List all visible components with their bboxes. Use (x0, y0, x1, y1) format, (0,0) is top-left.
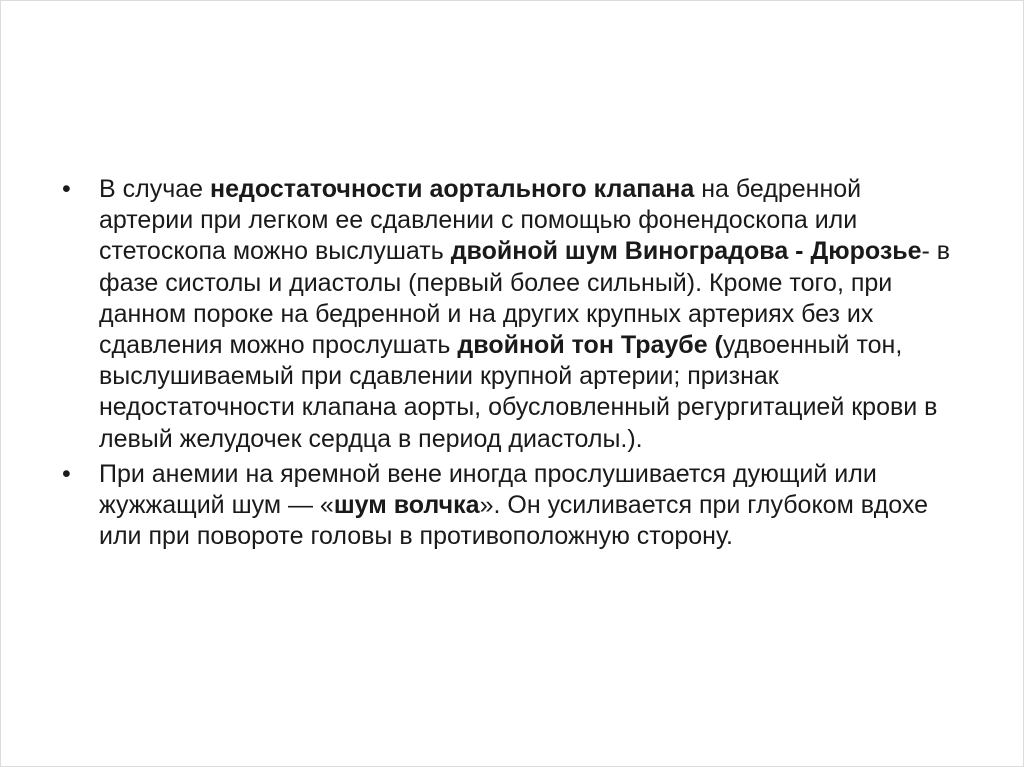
bullet-marker: • (62, 175, 71, 203)
text-run: При анемии на яремной вене иногда прослушивается дующий или жужжащий шум — « (99, 459, 877, 520)
bullet-item-anemia-murmur (62, 459, 962, 553)
bold-text-run: недостаточности аортального клапана (210, 175, 695, 203)
text-run: удвоенный тон, выслушиваемый при сдавлении крупной артерии; признак недостаточности клапана аорты, обусловленный регургитацией крови в левый желудочек сердца в период диастолы.). (99, 331, 938, 453)
bullet-item-aortic-insufficiency (62, 174, 962, 455)
bold-text-run: шум волчка (333, 491, 480, 520)
bold-text-run: двойной шум Виноградова - Дюрозье (450, 237, 922, 266)
text-run: - в фазе систолы и диастолы (первый более сильный). Кроме того, при данном пороке на бедренной и на других крупных артериях без их сдавления можно прослушать (99, 237, 951, 360)
bold-text-run: двойной тон Траубе ( (457, 331, 723, 360)
bullet-text (99, 175, 950, 453)
text-run: на бедренной артерии при легком ее сдавлении с помощью фонендоскопа или стетоскопа можно выслушать (99, 175, 862, 266)
text-run: В случае (99, 175, 210, 203)
slide-bullet-list (62, 174, 962, 556)
bullet-marker: • (62, 459, 71, 488)
text-run: ». Он усиливается при глубоком вдохе или при повороте головы в противоположную сторону. (99, 491, 929, 551)
bullet-text (99, 460, 928, 550)
